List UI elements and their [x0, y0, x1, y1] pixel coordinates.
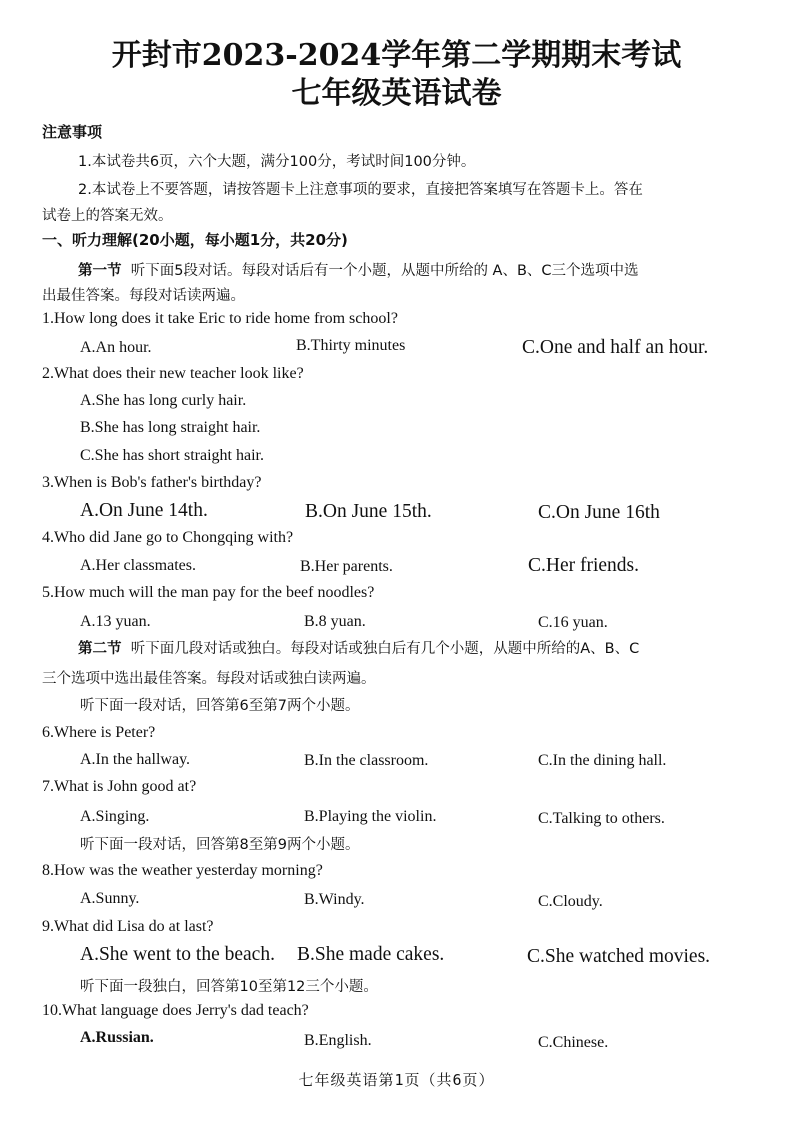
question-8-option-c: C.Cloudy. — [538, 893, 603, 910]
section1-instruction — [78, 259, 639, 280]
question-1-option-c: C.One and half an hour. — [522, 337, 709, 358]
notice-item-2-line1: 2.本试卷上不要答题，请按答题卡上注意事项的要求，直接把答案填写在答题卡上。答在 — [78, 182, 643, 198]
instruction-q6-q7: 听下面一段对话，回答第6至第7两个小题。 — [80, 698, 360, 714]
question-5-option-a: A.13 yuan. — [80, 613, 151, 630]
question-2-option-b: B.She has long straight hair. — [80, 419, 261, 436]
section2-label: 第二节 — [78, 641, 122, 657]
question-2-stem: 2.What does their new teacher look like? — [42, 365, 304, 382]
question-5-stem: 5.How much will the man pay for the beef noodles? — [42, 584, 375, 601]
question-9-option-b: B.She made cakes. — [297, 944, 445, 965]
question-7-stem: 7.What is John good at? — [42, 778, 197, 795]
question-4-option-b: B.Her parents. — [300, 558, 393, 575]
question-1-option-b: B.Thirty minutes — [296, 337, 406, 354]
question-7-option-c: C.Talking to others. — [538, 810, 665, 827]
question-7-option-b: B.Playing the violin. — [304, 808, 437, 825]
question-3-option-a: A.On June 14th. — [80, 500, 208, 521]
question-3-option-b: B.On June 15th. — [305, 501, 432, 522]
question-10-stem: 10.What language does Jerry's dad teach? — [42, 1002, 309, 1019]
question-9-option-c: C.She watched movies. — [527, 946, 711, 967]
question-10-option-b: B.English. — [304, 1032, 372, 1049]
question-9-stem: 9.What did Lisa do at last? — [42, 918, 214, 935]
section1-text-line2: 出最佳答案。每段对话读两遍。 — [42, 288, 245, 304]
question-1-stem: 1.How long does it take Eric to ride home from school? — [42, 310, 398, 327]
question-1-option-a: A.An hour. — [80, 339, 152, 356]
section2-text-line1: 听下面几段对话或独白。每段对话或独白后有几个小题，从题中所给的A、B、C — [130, 641, 640, 657]
section1-text-line1: 听下面5段对话。每段对话后有一个小题，从题中所给的 A、B、C三个选项中选 — [130, 263, 639, 279]
notice-heading: 注意事项 — [42, 123, 103, 141]
instruction-q10-q12: 听下面一段独白，回答第10至第12三个小题。 — [80, 979, 378, 995]
question-4-option-c: C.Her friends. — [528, 555, 640, 576]
question-2-option-a: A.She has long curly hair. — [80, 392, 247, 409]
section1-label: 第一节 — [78, 263, 122, 279]
question-5-option-c: C.16 yuan. — [538, 614, 608, 631]
question-8-option-a: A.Sunny. — [80, 890, 140, 907]
question-4-option-a: A.Her classmates. — [80, 557, 196, 574]
part1-heading: 一、听力理解(20小题，每小题1分，共20分) — [42, 231, 348, 249]
question-7-option-a: A.Singing. — [80, 808, 150, 825]
question-6-option-c: C.In the dining hall. — [538, 752, 667, 769]
question-6-option-b: B.In the classroom. — [304, 752, 429, 769]
question-10-option-c: C.Chinese. — [538, 1034, 609, 1051]
question-2-option-c: C.She has short straight hair. — [80, 447, 264, 464]
question-6-option-a: A.In the hallway. — [80, 751, 191, 768]
question-8-stem: 8.How was the weather yesterday morning? — [42, 862, 323, 879]
question-10-option-a: A.Russian. — [80, 1029, 154, 1046]
question-4-stem: 4.Who did Jane go to Chongqing with? — [42, 529, 294, 546]
question-3-option-c: C.On June 16th — [538, 502, 660, 523]
question-8-option-b: B.Windy. — [304, 891, 365, 908]
question-9-option-a: A.She went to the beach. — [80, 944, 275, 965]
question-3-stem: 3.When is Bob's father's birthday? — [42, 474, 262, 491]
notice-item-2-line2: 试卷上的答案无效。 — [42, 208, 173, 224]
instruction-q8-q9: 听下面一段对话，回答第8至第9两个小题。 — [80, 837, 360, 853]
notice-item-1: 1.本试卷共6页，六个大题，满分100分，考试时间100分钟。 — [78, 154, 476, 170]
page-footer: 七年级英语第1页（共6页） — [298, 1071, 495, 1089]
section2-text-line2: 三个选项中选出最佳答案。每段对话或独白读两遍。 — [42, 671, 376, 687]
section2-instruction — [78, 637, 639, 658]
question-5-option-b: B.8 yuan. — [304, 613, 366, 630]
question-6-stem: 6.Where is Peter? — [42, 724, 156, 741]
exam-title-line2: 七年级英语试卷 — [291, 76, 502, 111]
exam-title-line1: 开封市2023-2024学年第二学期期末考试 — [111, 38, 682, 73]
